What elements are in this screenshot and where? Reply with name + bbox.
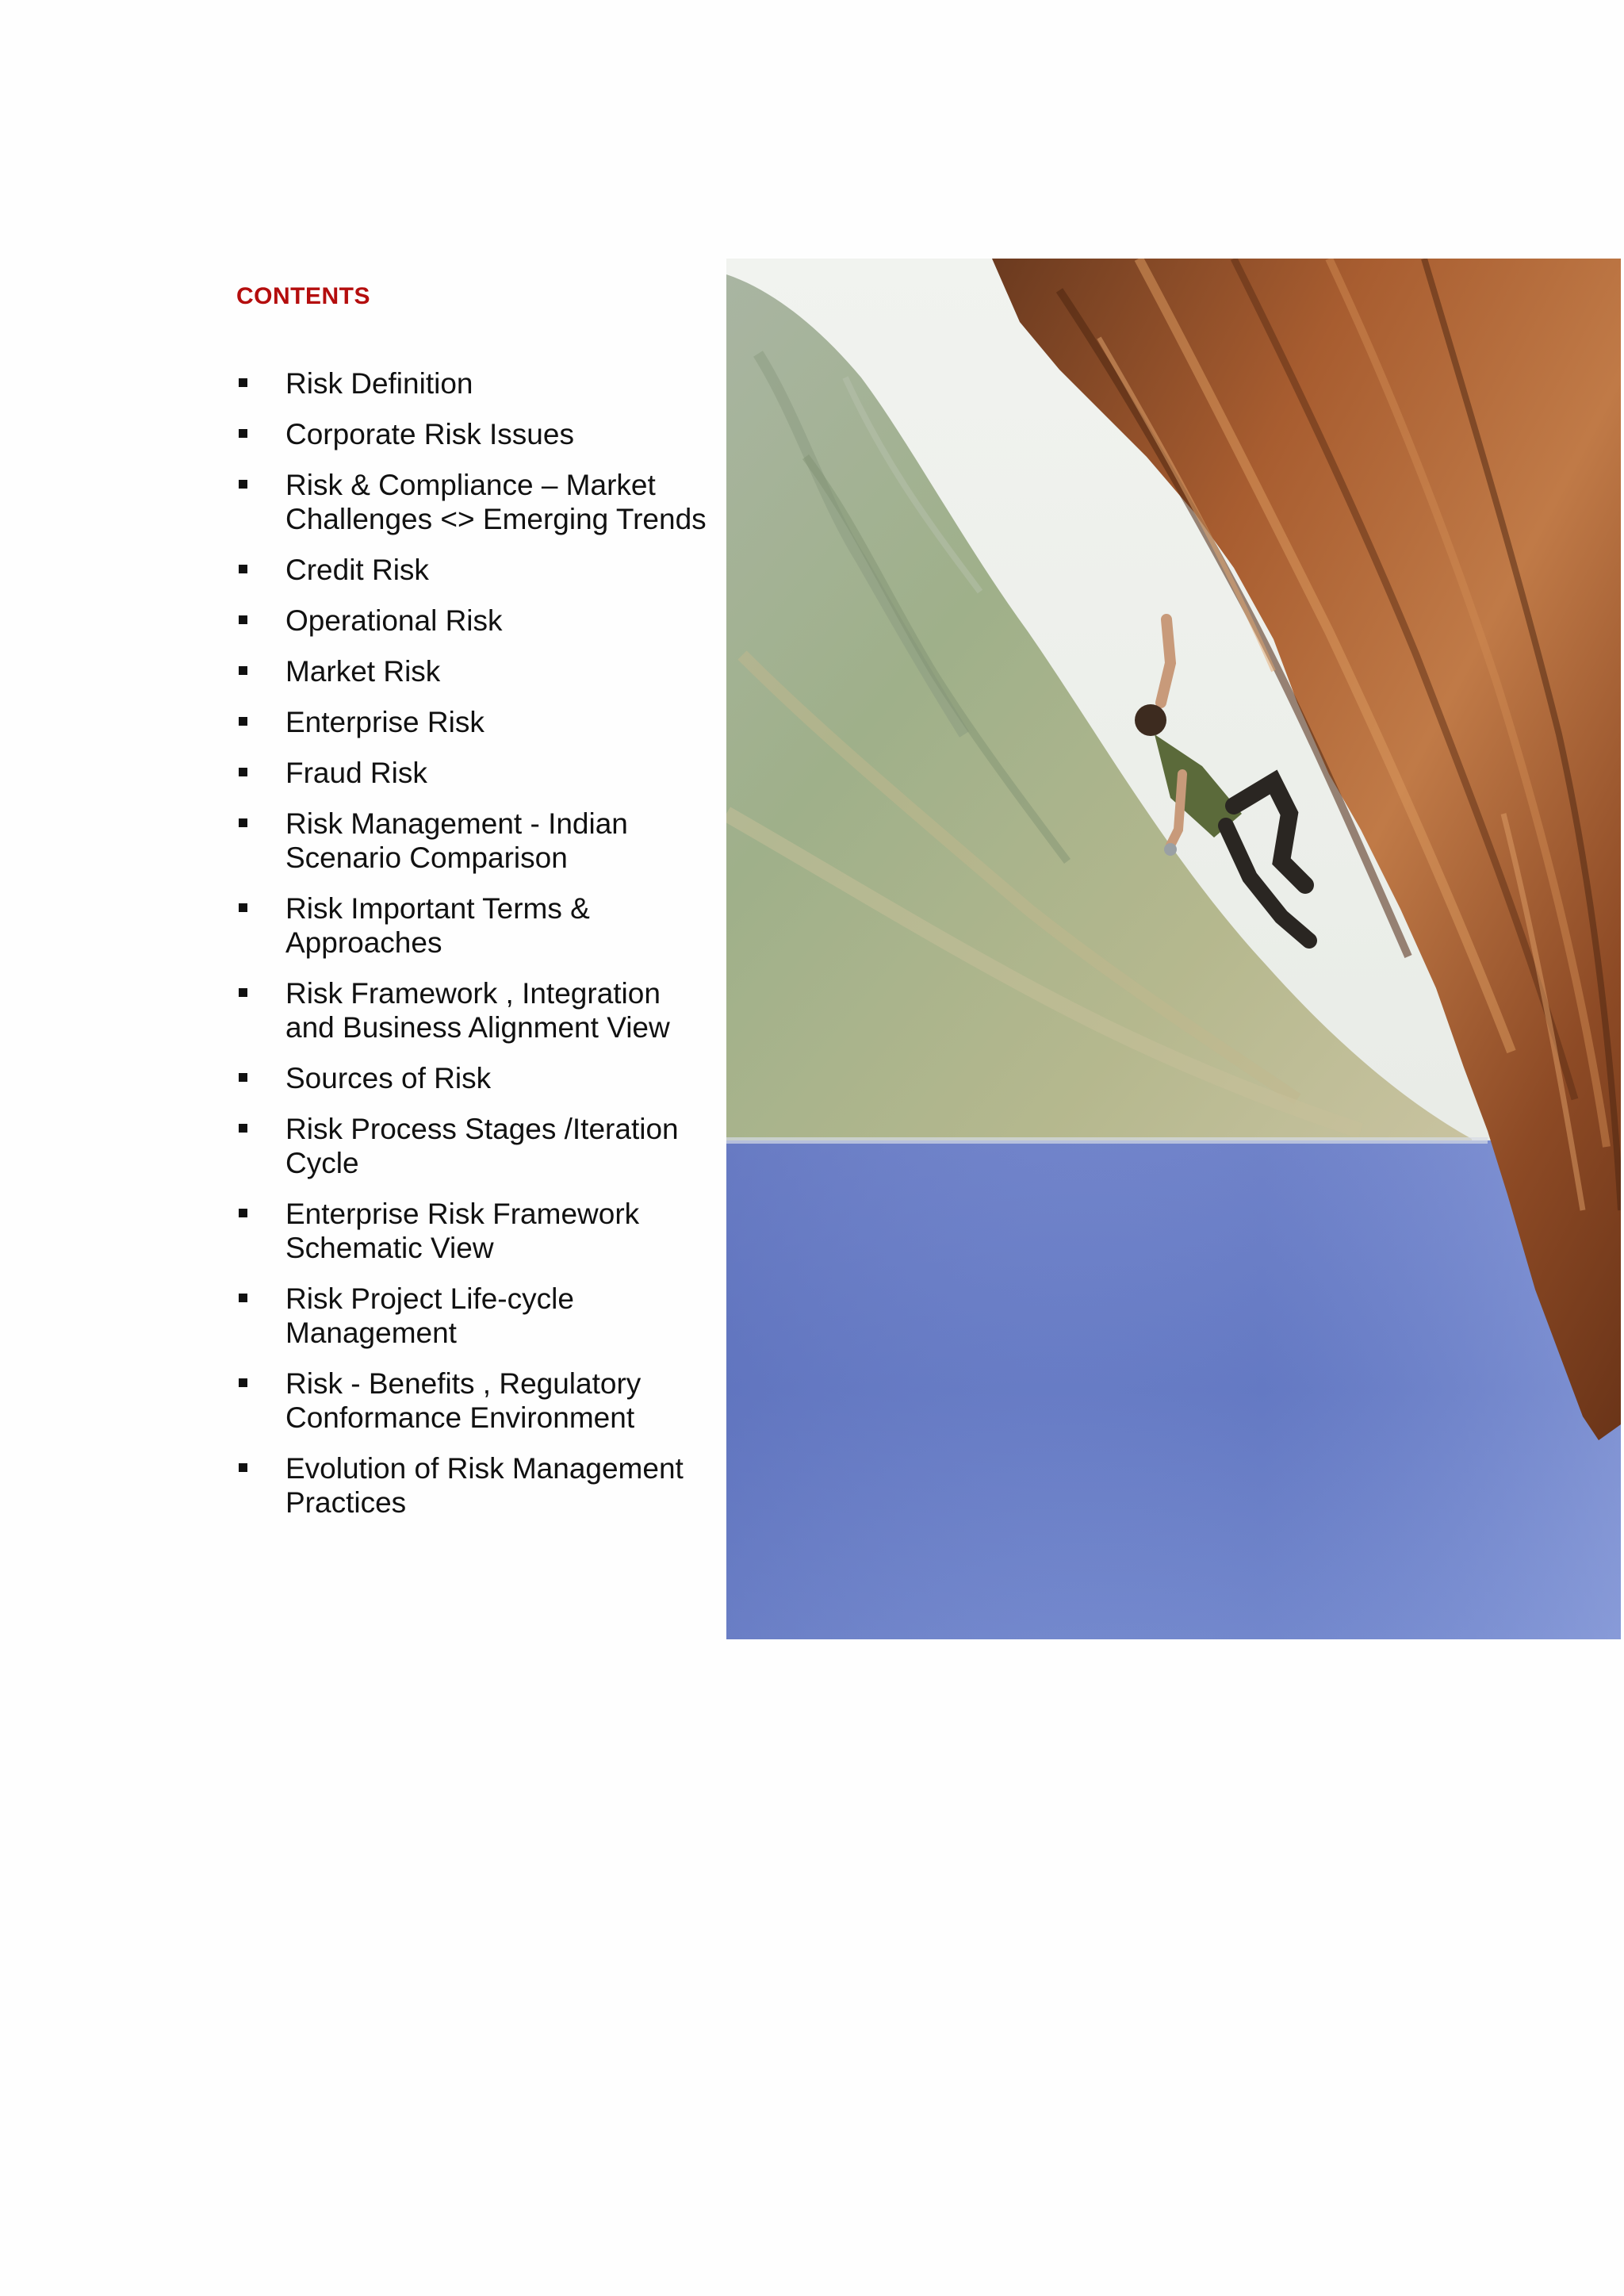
square-bullet-icon [239, 666, 247, 675]
list-item-text: Credit Risk [285, 554, 429, 586]
square-bullet-icon [239, 565, 247, 573]
square-bullet-icon [239, 1209, 247, 1217]
list-item [236, 417, 712, 451]
square-bullet-icon [239, 1294, 247, 1302]
square-bullet-icon [239, 768, 247, 776]
square-bullet-icon [239, 615, 247, 624]
list-item [236, 1366, 712, 1435]
list-item-text: Corporate Risk Issues [285, 418, 574, 450]
list-item-text: Sources of Risk [285, 1062, 492, 1094]
square-bullet-icon [239, 480, 247, 489]
list-item [236, 976, 712, 1045]
list-item-text: Risk Process Stages /Iteration Cycle [285, 1113, 679, 1179]
list-item-text: Risk Important Terms & Approaches [285, 892, 590, 959]
list-item [236, 705, 712, 739]
square-bullet-icon [239, 1124, 247, 1133]
list-item [236, 468, 712, 536]
square-bullet-icon [239, 988, 247, 997]
list-item-text: Enterprise Risk Framework Schematic View [285, 1198, 640, 1264]
square-bullet-icon [239, 818, 247, 827]
list-item-text: Evolution of Risk Management Practices [285, 1452, 684, 1519]
square-bullet-icon [239, 429, 247, 438]
square-bullet-icon [239, 903, 247, 912]
list-item [236, 1282, 712, 1350]
list-item [236, 366, 712, 401]
list-item [236, 1197, 712, 1265]
list-item-text: Risk & Compliance – Market Challenges <> Emerging Trends [285, 469, 707, 535]
list-item-text: Operational Risk [285, 604, 503, 637]
list-item [236, 654, 712, 688]
square-bullet-icon [239, 717, 247, 726]
contents-heading: CONTENTS [236, 283, 370, 309]
list-item-text: Risk Framework , Integration and Business Alignment View [285, 977, 670, 1044]
contents-list [236, 366, 712, 1536]
list-item-text: Risk - Benefits , Regulatory Conformance Environment [285, 1367, 642, 1434]
list-item [236, 553, 712, 587]
list-item [236, 1061, 712, 1095]
list-item [236, 604, 712, 638]
list-item-text: Fraud Risk [285, 757, 427, 789]
list-item-text: Market Risk [285, 655, 441, 688]
square-bullet-icon [239, 1378, 247, 1387]
list-item [236, 1112, 712, 1180]
square-bullet-icon [239, 1463, 247, 1472]
list-item [236, 1451, 712, 1520]
list-item-text: Risk Definition [285, 367, 473, 400]
list-item [236, 891, 712, 960]
list-item-text: Risk Project Life-cycle Management [285, 1282, 574, 1349]
climber-cliff-photo [726, 259, 1621, 1639]
list-item [236, 756, 712, 790]
square-bullet-icon [239, 378, 247, 387]
list-item-text: Risk Management - Indian Scenario Comparison [285, 807, 628, 874]
square-bullet-icon [239, 1073, 247, 1082]
list-item-text: Enterprise Risk [285, 706, 485, 738]
list-item [236, 807, 712, 875]
